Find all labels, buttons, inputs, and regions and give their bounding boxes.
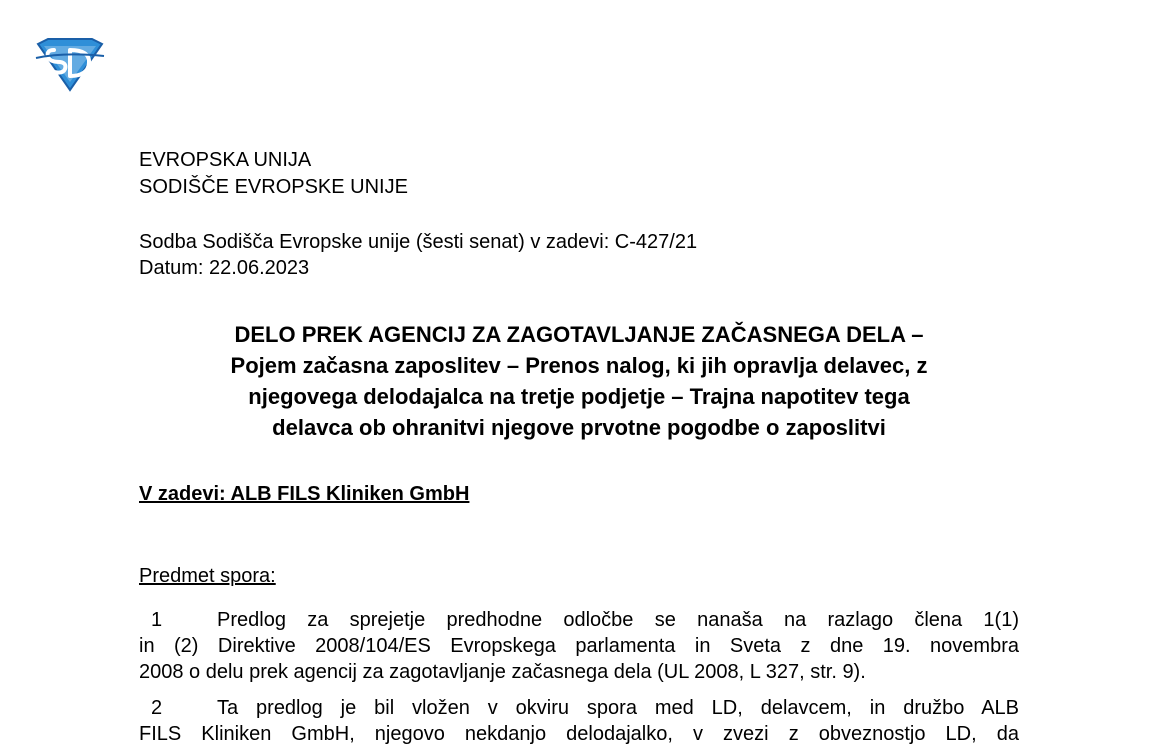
sd-diamond-logo-icon <box>34 38 106 92</box>
document-title <box>139 319 1019 443</box>
paragraph-line: 2008 o delu prek agencij za zagotavljanje začasnega dela (UL 2008, L 327, str. 9). <box>139 661 866 683</box>
title-line: Pojem začasna zaposlitev – Prenos nalog, ki jih opravlja delavec, z <box>230 353 928 378</box>
paragraph-2 <box>139 695 1019 747</box>
court-union-name: EVROPSKA UNIJA <box>139 149 312 171</box>
paragraph-text: Predlog za sprejetje predhodne odločbe se nanaša na razlago člena 1(1) <box>217 609 1019 631</box>
paragraph-line: FILS Kliniken GmbH, njegovo nekdanjo delodajalko, v zvezi z obveznostjo LD, da <box>139 723 1019 745</box>
paragraph-line <box>139 607 1019 633</box>
paragraph-number: 2 <box>151 697 163 719</box>
title-line: njegovega delodajalca na tretje podjetje – Trajna napotitev tega <box>248 384 910 409</box>
paragraph-number: 1 <box>151 609 163 631</box>
case-parties: V zadevi: ALB FILS Kliniken GmbH <box>139 483 470 505</box>
judgment-reference: Sodba Sodišča Evropske unije (šesti senat) v zadevi: C-427/21 <box>139 231 698 253</box>
judgment-date: Datum: 22.06.2023 <box>139 257 310 279</box>
paragraph-text: Ta predlog je bil vložen v okviru spora med LD, delavcem, in družbo ALB <box>217 697 1019 719</box>
subject-heading: Predmet spora: <box>139 565 276 587</box>
court-name: SODIŠČE EVROPSKE UNIJE <box>139 176 408 198</box>
paragraph-1 <box>139 607 1019 685</box>
paragraph-line <box>139 695 1019 721</box>
paragraph-line: in (2) Direktive 2008/104/ES Evropskega parlamenta in Sveta z dne 19. novembra <box>139 635 1019 657</box>
title-line: delavca ob ohranitvi njegove prvotne pogodbe o zaposlitvi <box>272 415 886 440</box>
title-line: DELO PREK AGENCIJ ZA ZAGOTAVLJANJE ZAČASNEGA DELA – <box>234 322 924 347</box>
